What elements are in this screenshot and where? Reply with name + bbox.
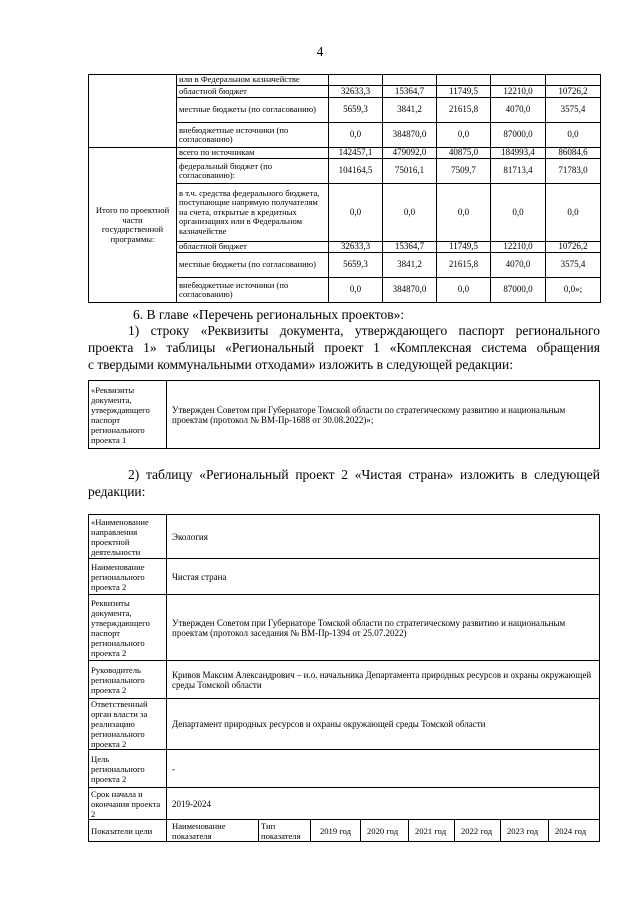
row-value: Экология <box>167 515 600 559</box>
requisites-table <box>88 380 600 449</box>
value-cell: 384870,0 <box>383 123 437 148</box>
row-label: Цель регионального проекта 2 <box>89 750 167 788</box>
row-label: «Наименование направления проектной деятельности <box>89 515 167 559</box>
budget-row <box>89 148 601 159</box>
year-header: 2021 год <box>409 820 455 842</box>
source-label: местные бюджеты (по согласованию) <box>177 253 329 278</box>
row-value: - <box>167 750 600 788</box>
source-label: в т.ч. средства федерального бюджета, поступающие напрямую получателям на счета, открытые в кредитных организациях или в Федеральном казначействе <box>177 184 329 242</box>
indicator-type-header: Тип показателя <box>259 820 311 842</box>
project2-row <box>89 661 600 699</box>
value-cell: 3575,4 <box>546 253 601 278</box>
value-cell: 87000,0 <box>491 278 546 303</box>
value-cell: 3841,2 <box>383 98 437 123</box>
value-cell: 3575,4 <box>546 98 601 123</box>
requisites-label: «Реквизиты документа, утверждающего паспорт регионального проекта 1 <box>89 381 167 449</box>
value-cell: 0,0 <box>437 123 491 148</box>
value-cell: 75016,1 <box>383 159 437 184</box>
source-label: всего по источникам <box>177 148 329 159</box>
para-2-line: редакции: <box>88 484 146 499</box>
source-label: местные бюджеты (по согласованию) <box>177 98 329 123</box>
year-header: 2019 год <box>311 820 361 842</box>
group-label-empty <box>89 75 177 148</box>
para-1-line: с твердыми коммунальными отходами» изложить в следующей редакции: <box>88 357 513 372</box>
row-value: Кривов Максим Александрович – и.о. начальника Департамента природных ресурсов и охраны окружающей среды Томской области <box>167 661 600 699</box>
total-group-label: Итого по проектной части государственной программы: <box>89 148 177 303</box>
value-cell: 5659,3 <box>329 98 383 123</box>
value-cell: 4070,0 <box>491 253 546 278</box>
indicator-name-header: Наименование показателя <box>167 820 259 842</box>
row-label: Руководитель регионального проекта 2 <box>89 661 167 699</box>
value-cell: 0,0 <box>383 184 437 242</box>
value-cell: 0,0 <box>437 184 491 242</box>
para-2-line: 2) таблицу «Региональный проект 2 «Чистая страна» изложить в следующей <box>128 467 600 482</box>
value-cell: 0,0 <box>546 123 601 148</box>
value-cell: 10726,2 <box>546 86 601 98</box>
value-cell: 12210,0 <box>491 242 546 253</box>
value-cell: 32633,3 <box>329 242 383 253</box>
value-cell: 71783,0 <box>546 159 601 184</box>
row-label: Наименование регионального проекта 2 <box>89 559 167 595</box>
value-cell: 81713,4 <box>491 159 546 184</box>
value-cell: 21615,8 <box>437 98 491 123</box>
source-label: внебюджетные источники (по согласованию) <box>177 278 329 303</box>
value-cell <box>546 75 601 86</box>
indicators-header-row <box>89 820 600 842</box>
value-cell <box>329 75 383 86</box>
value-cell: 0,0 <box>437 278 491 303</box>
value-cell: 15364,7 <box>383 86 437 98</box>
project2-row <box>89 750 600 788</box>
value-cell: 3841,2 <box>383 253 437 278</box>
source-label: федеральный бюджет (по согласованию): <box>177 159 329 184</box>
requisites-value: Утвержден Советом при Губернаторе Томской области по стратегическому развитию и национальным проектам (протокол № ВМ-Пр-1688 от 30.08.2022)»; <box>167 381 600 449</box>
row-label: Срок начала и окончания проекта 2 <box>89 788 167 820</box>
row-label: Ответственный орган власти за реализацию регионального проекта 2 <box>89 699 167 750</box>
value-cell: 384870,0 <box>383 278 437 303</box>
value-cell <box>491 75 546 86</box>
source-label: внебюджетные источники (по согласованию) <box>177 123 329 148</box>
value-cell: 11749,5 <box>437 86 491 98</box>
para-6-text: 6. В главе «Перечень региональных проектов»: <box>133 307 405 322</box>
value-cell: 0,0 <box>329 184 383 242</box>
source-label: областной бюджет <box>177 242 329 253</box>
value-cell: 4070,0 <box>491 98 546 123</box>
project2-row <box>89 595 600 661</box>
project2-row <box>89 559 600 595</box>
value-cell: 7509,7 <box>437 159 491 184</box>
project2-row <box>89 699 600 750</box>
value-cell: 11749,5 <box>437 242 491 253</box>
row-value: Департамент природных ресурсов и охраны окружающей среды Томской области <box>167 699 600 750</box>
page-number: 4 <box>316 44 324 59</box>
value-cell: 21615,8 <box>437 253 491 278</box>
value-cell: 86084,6 <box>546 148 601 159</box>
row-label: Реквизиты документа, утверждающего паспорт регионального проекта 2 <box>89 595 167 661</box>
value-cell: 104164,5 <box>329 159 383 184</box>
value-cell: 142457,1 <box>329 148 383 159</box>
para-6 <box>133 306 603 323</box>
value-cell <box>437 75 491 86</box>
value-cell: 0,0 <box>546 184 601 242</box>
budget-row <box>89 75 601 86</box>
value-cell: 479092,0 <box>383 148 437 159</box>
year-header: 2022 год <box>455 820 501 842</box>
row-value: 2019-2024 <box>167 788 600 820</box>
para-1-line: 1) строку «Реквизиты документа, утверждающего паспорт регионального <box>128 323 600 338</box>
value-cell: 12210,0 <box>491 86 546 98</box>
value-cell: 40875,0 <box>437 148 491 159</box>
source-label: или в Федеральном казначействе <box>177 75 329 86</box>
year-header: 2020 год <box>361 820 409 842</box>
value-cell <box>383 75 437 86</box>
row-value: Утвержден Советом при Губернаторе Томской области по стратегическому развитию и национальным проектам (протокол заседания № ВМ-Пр-1394 от 25.07.2022) <box>167 595 600 661</box>
value-cell: 0,0»; <box>546 278 601 303</box>
project2-row <box>89 788 600 820</box>
year-header: 2024 год <box>549 820 600 842</box>
project2-row <box>89 515 600 559</box>
value-cell: 0,0 <box>329 278 383 303</box>
para-2 <box>88 466 600 500</box>
indicators-label: Показатели цели <box>89 820 167 842</box>
value-cell: 184993,4 <box>491 148 546 159</box>
value-cell: 15364,7 <box>383 242 437 253</box>
budget-table <box>88 74 601 303</box>
value-cell: 0,0 <box>329 123 383 148</box>
row-value: Чистая страна <box>167 559 600 595</box>
value-cell: 0,0 <box>491 184 546 242</box>
value-cell: 32633,3 <box>329 86 383 98</box>
value-cell: 10726,2 <box>546 242 601 253</box>
value-cell: 5659,3 <box>329 253 383 278</box>
year-header: 2023 год <box>501 820 549 842</box>
para-1 <box>88 322 600 373</box>
value-cell: 87000,0 <box>491 123 546 148</box>
source-label: областной бюджет <box>177 86 329 98</box>
para-1-line: проекта 1» таблицы «Региональный проект 1 «Комплексная система обращения <box>88 340 600 355</box>
project2-table <box>88 514 600 842</box>
